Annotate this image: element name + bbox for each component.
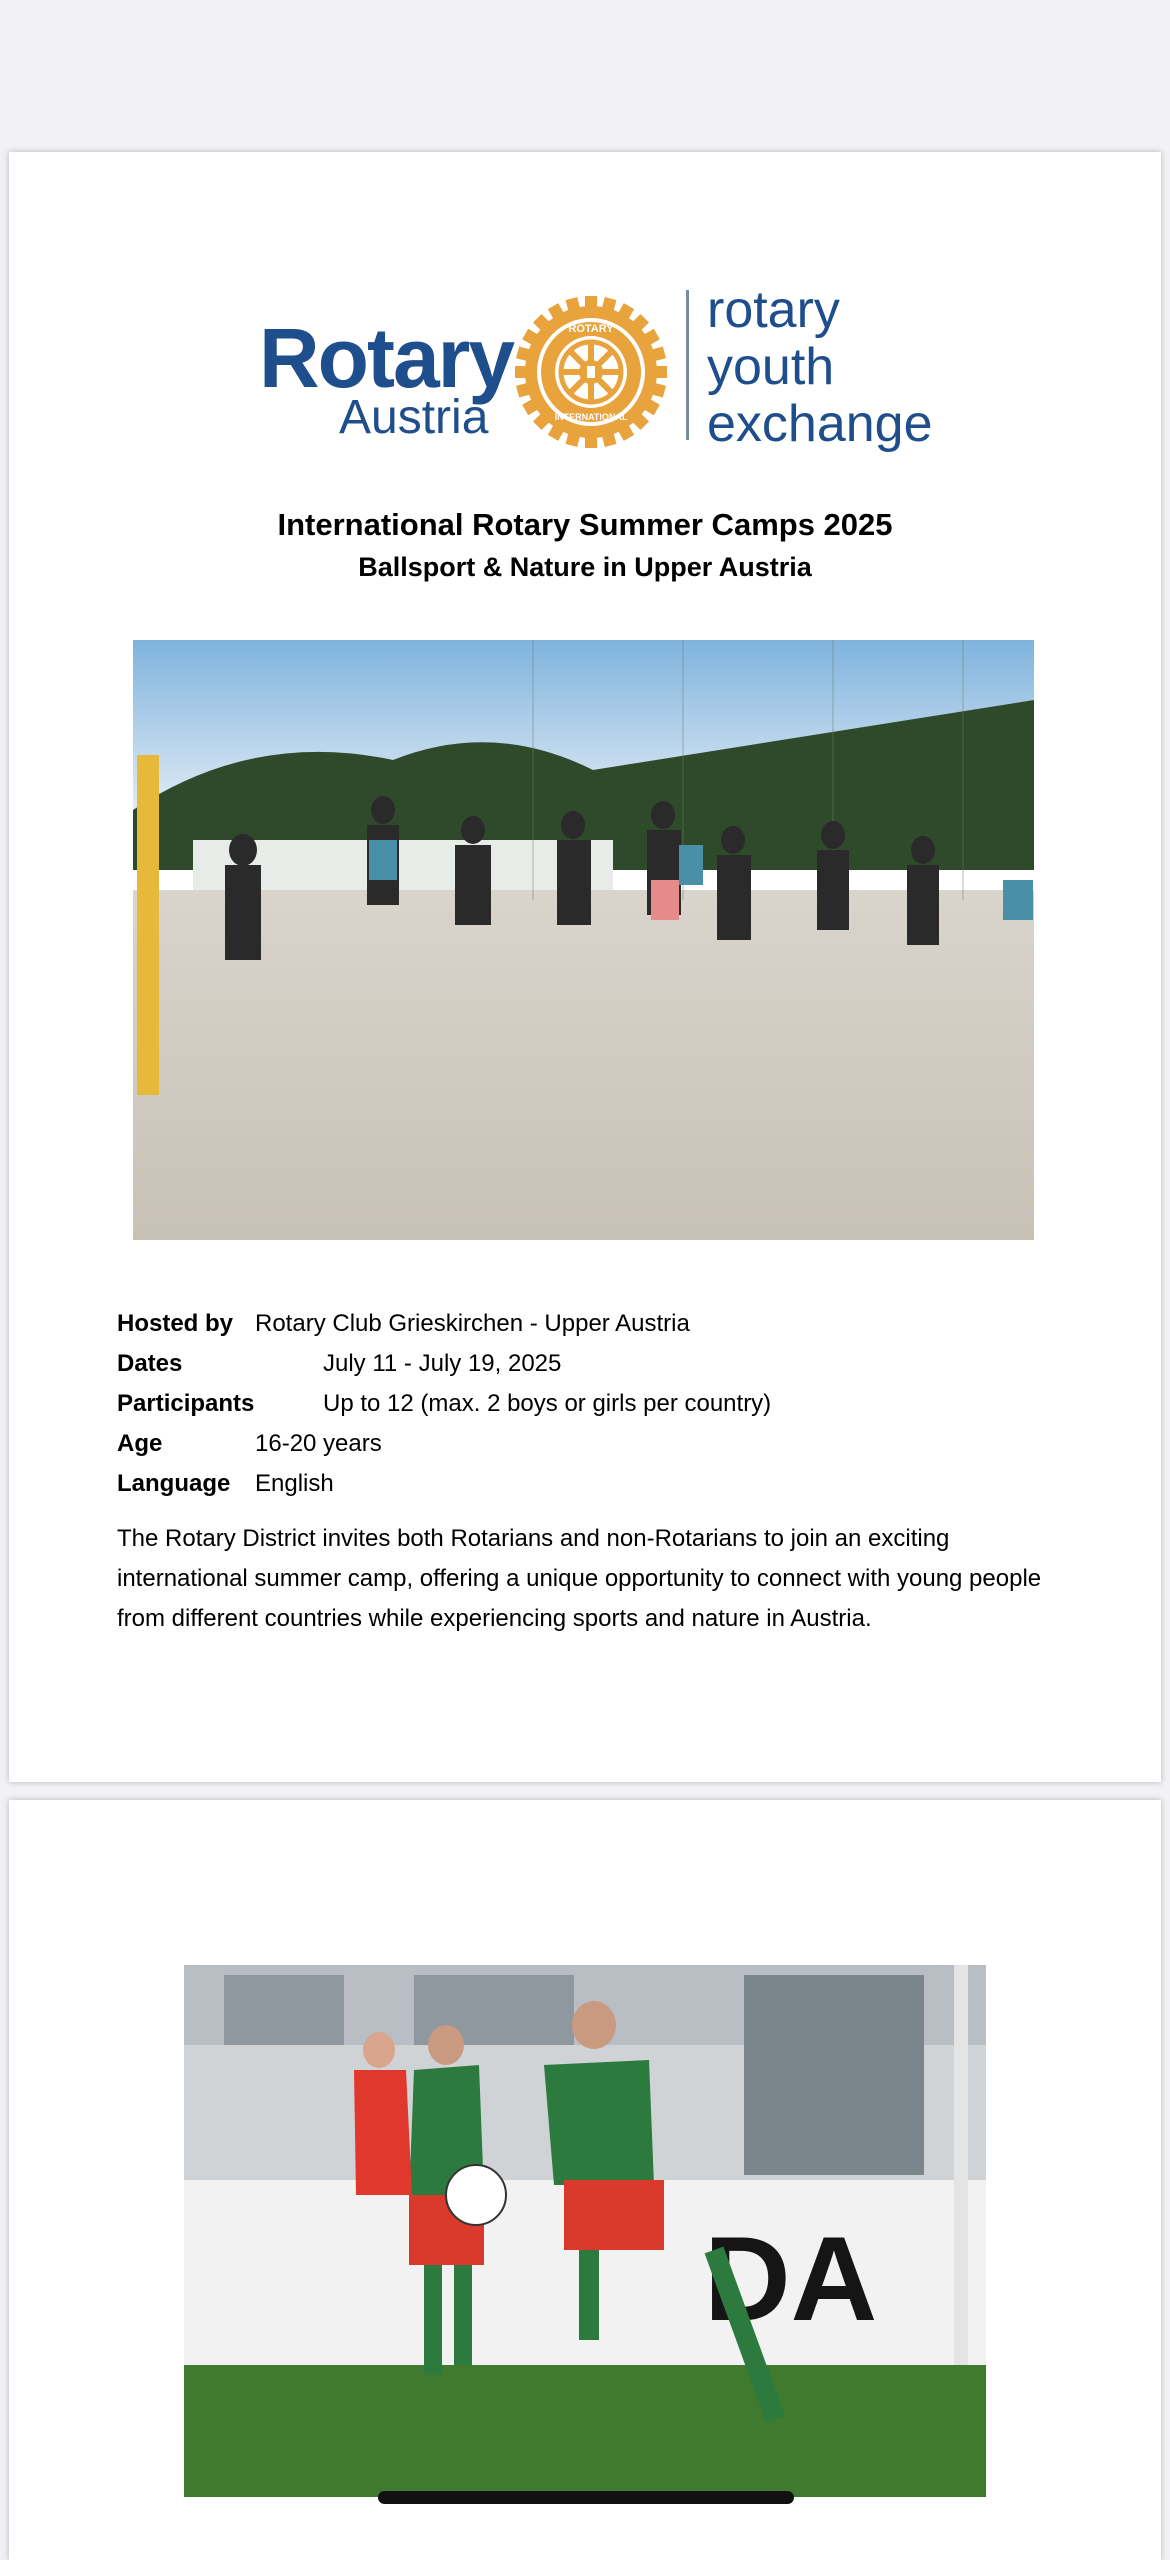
detail-value: Rotary Club Grieskirchen - Upper Austria: [255, 1310, 690, 1337]
tagline-line-1: rotary: [707, 281, 840, 339]
detail-label: Dates: [117, 1350, 183, 1377]
document-title: International Rotary Summer Camps 2025: [277, 507, 893, 542]
document-page-1: [9, 152, 1161, 1782]
football-match-photo: [184, 1965, 986, 2497]
banner-text: DA: [704, 2212, 878, 2346]
detail-value: 16-20 years: [255, 1430, 382, 1457]
beach-volleyball-group-photo: [133, 640, 1034, 1240]
wheel-bottom-text: INTERNATIONAL: [554, 412, 628, 422]
wheel-cog: [515, 366, 529, 378]
wheel-cog: [585, 434, 597, 448]
detail-value: English: [255, 1470, 334, 1497]
tagline-line-2: youth: [707, 338, 835, 396]
detail-label: Language: [117, 1470, 231, 1497]
wheel-cog: [585, 296, 597, 310]
logo-brand-text: Rotary: [259, 311, 514, 405]
rotary-youth-exchange-logo: [249, 281, 933, 472]
detail-label: Age: [117, 1430, 163, 1457]
logo-tagline: [707, 282, 933, 453]
home-indicator[interactable]: [378, 2491, 794, 2504]
wheel-cog: [653, 366, 667, 378]
tagline-line-3: exchange: [707, 395, 933, 453]
rotary-wheel-icon: [511, 292, 671, 452]
wheel-top-text: ROTARY: [568, 323, 614, 335]
document-page-2: [9, 1800, 1161, 2560]
camp-description: The Rotary District invites both Rotarians and non-Rotarians to join an exciting international summer camp, offering a unique opportunity to connect with young people from different countries while experiencing sports and nature in Austria.: [117, 1525, 1042, 1632]
detail-label: Participants: [117, 1390, 255, 1417]
logo-divider: [686, 290, 689, 440]
detail-value: July 11 - July 19, 2025: [323, 1350, 562, 1377]
document-subtitle: Ballsport & Nature in Upper Austria: [358, 552, 812, 582]
logo-region-text: Austria: [339, 391, 489, 444]
detail-label: Hosted by: [117, 1310, 234, 1337]
detail-value: Up to 12 (max. 2 boys or girls per country): [323, 1390, 772, 1417]
